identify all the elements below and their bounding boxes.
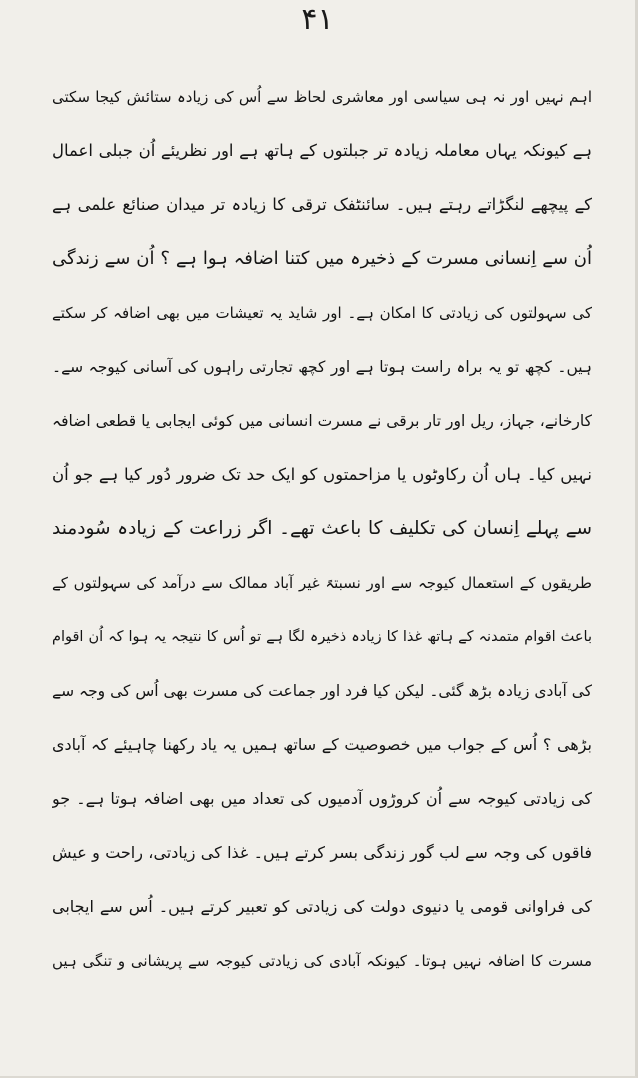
page-number: ۴۱ <box>301 2 334 37</box>
text-line: ہیں۔ کچھ تو یہ براہ راست ہوتا ہے اور کچھ تجارتی راہوں کی آسانی کیوجہ سے۔ <box>52 358 592 376</box>
text-line: مسرت کا اضافہ نہیں ہوتا۔ کیونکہ آبادی کی زیادتی کیوجہ سے پریشانی و تنگی ہیں <box>52 952 592 970</box>
text-line: بڑھی ؟ اُس کے جواب میں خصوصیت کے ساتھ ہمیں یہ یاد رکھنا چاہیئے کہ آبادی <box>52 735 592 754</box>
text-line: کارخانے، جہاز، ریل اور تار برقی نے مسرت انسانی میں کوئی ایجابی یا قطعی اضافہ <box>52 412 592 430</box>
text-line: طریقوں کے استعمال کیوجہ سے اور نسبتہً غیر آباد ممالک سے درآمد کی سہولتوں کے <box>52 574 592 592</box>
text-line: کی زیادتی کیوجہ سے اُن کروڑوں آدمیوں کی تعداد میں بھی اضافہ ہوتا ہے۔ جو <box>52 789 592 808</box>
text-line: اُن سے اِنسانی مسرت کے ذخیرہ میں کتنا اضافہ ہوا ہے ؟ اُن سے زندگی <box>52 248 592 269</box>
text-line: اہم نہیں اور نہ ہی سیاسی اور معاشری لحاظ سے اُس کی زیادہ ستائش کیجا سکتی <box>52 88 592 106</box>
text-line: ہے کیونکہ یہاں معاملہ زیادہ تر جبلتوں کے ہاتھ ہے اور نظریئے اُن جبلی اعمال <box>52 141 592 160</box>
text-line: کی فراوانی قومی یا دنیوی دولت کی زیادتی کو تعبیر کرتے ہیں۔ اُس سے ایجابی <box>52 897 592 916</box>
text-line: فاقوں کی وجہ سے لب گور زندگی بسر کرتے ہیں۔ غذا کی زیادتی، راحت و عیش <box>52 843 592 862</box>
text-line: نہیں کیا۔ ہاں اُن رکاوٹوں یا مزاحمتوں کو ایک حد تک ضرور دُور کیا ہے جو اُن <box>52 465 592 484</box>
text-line: باعث اقوام متمدنہ کے ہاتھ غذا کا زیادہ ذخیرہ لگا ہے تو اُس کا نتیجہ یہ ہوا کہ اُن اقوام <box>52 629 592 645</box>
text-line: کی سہولتوں کی زیادتی کا امکان ہے۔ اور شاید یہ تعیشات میں بھی اضافہ کر سکتے <box>52 304 592 322</box>
text-line: کی آبادی زیادہ بڑھ گئی۔ لیکن کیا فرد اور جماعت کی مسرت بھی اُس کی وجہ سے <box>52 682 592 700</box>
text-line: سے پہلے اِنسان کی تکلیف کا باعث تھے۔ اگر زراعت کے زیادہ سُودمند <box>52 518 592 539</box>
text-line: کے پیچھے لنگڑاتے رہتے ہیں۔ سائنٹفک ترقی کا زیادہ تر میدان صنائع علمی ہے <box>52 195 592 214</box>
body-text <box>52 70 592 988</box>
